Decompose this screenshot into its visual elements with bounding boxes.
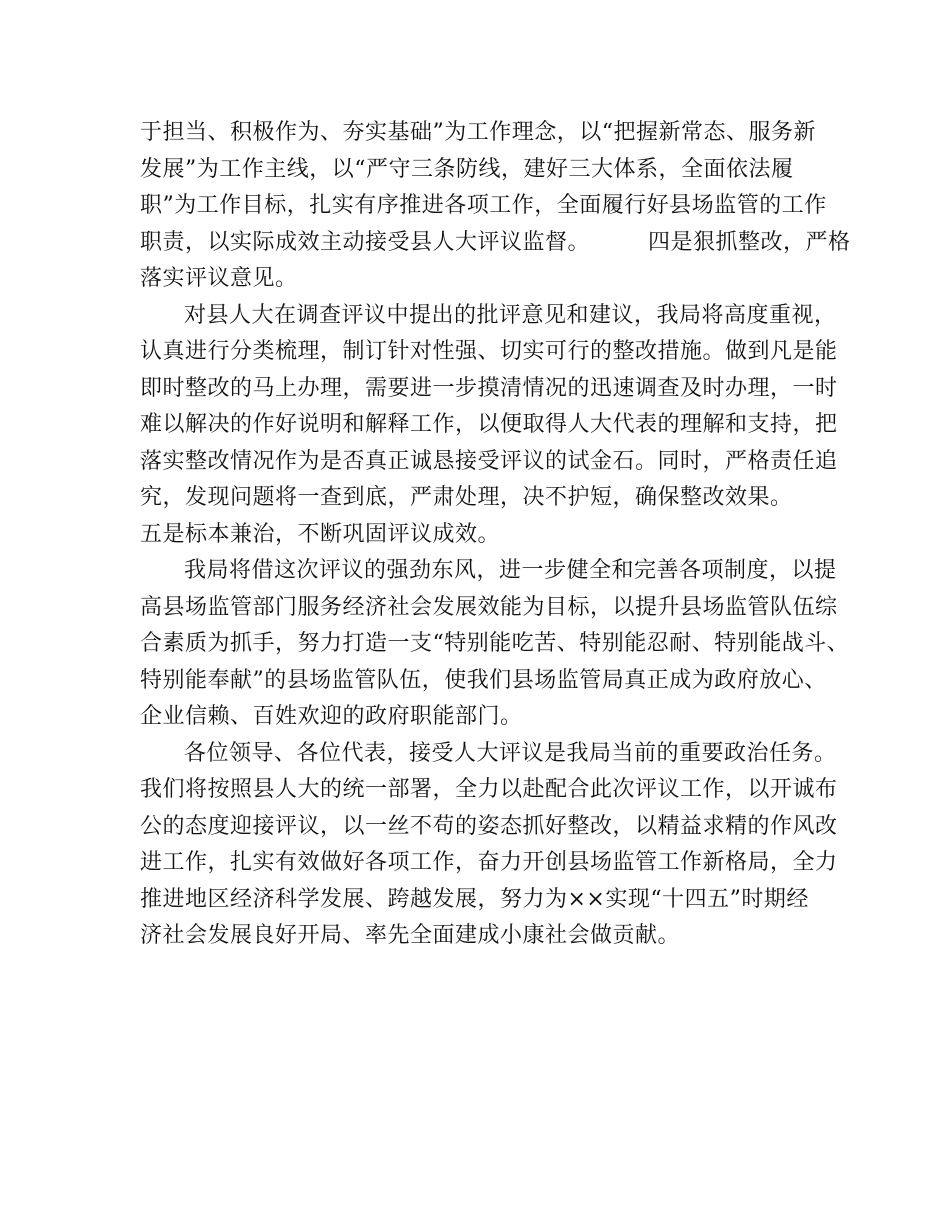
text-line: 各位领导、各位代表，接受人大评议是我局当前的重要政治任务。 [184,740,837,766]
text-line: 于担当、积极作为、夯实基础”为工作理念，以“把握新常态、服务新 [140,120,816,145]
section-heading-4: 四是狠抓整改，严格 [648,229,851,255]
section-heading-5: 五是标本兼治，不断巩固评议成效。 [140,521,501,547]
text-segment: 职责，以实际成效主动接受县人大评议监督。 [140,229,591,255]
document-page [140,115,851,955]
text-line: 对县人大在调查评议中提出的批评意见和建议，我局将高度重视， [184,302,837,328]
text-line [140,225,851,262]
text-line: 发展”为工作主线，以“严守三条防线，建好三大体系，全面依法履 [140,156,794,182]
text-line: 企业信赖、百姓欢迎的政府职能部门。 [140,704,523,729]
text-line: 济社会发展良好开局、率先全面建成小康社会做贡献。 [140,923,681,948]
text-line: 我们将按照县人大的统一部署，全力以赴配合此次评议工作，以开诚布 [140,777,838,802]
text-line: 进工作，扎实有效做好各项工作，奋力开创县场监管工作新格局，全力 [140,850,838,875]
text-line: 合素质为抓手，努力打造一支“特别能吃苦、特别能忍耐、特别能战斗、 [140,631,850,656]
text-line: 我局将借这次评议的强劲东风，进一步健全和完善各项制度，以提 [184,558,837,583]
text-line: 职”为工作目标，扎实有序推进各项工作，全面履行好县场监管的工作 [140,193,827,218]
text-line: 推进地区经济科学发展、跨越发展，努力为××实现“十四五”时期经 [140,886,809,912]
text-line: 究，发现问题将一查到底，严肃处理，决不护短，确保整改效果。 [140,485,793,510]
text-line: 高县场监管部门服务经济社会发展效能为目标，以提升县场监管队伍综 [140,594,838,620]
text-line: 特别能奉献”的县场监管队伍，使我们县场监管局真正成为政府放心、 [140,667,827,693]
text-line: 认真进行分类梳理，制订针对性强、切实可行的整改措施。做到凡是能 [140,339,838,364]
text-line: 落实整改情况作为是否真正诚恳接受评议的试金石。同时，严格责任追 [140,448,838,474]
text-line: 公的态度迎接评议，以一丝不苟的姿态抓好整改，以精益求精的作风改 [140,813,838,839]
text-line: 难以解决的作好说明和解释工作，以便取得人大代表的理解和支持，把 [140,412,838,437]
text-line: 即时整改的马上办理，需要进一步摸清情况的迅速调查及时办理，一时 [140,375,838,401]
section-heading-4-continued: 落实评议意见。 [140,266,298,291]
